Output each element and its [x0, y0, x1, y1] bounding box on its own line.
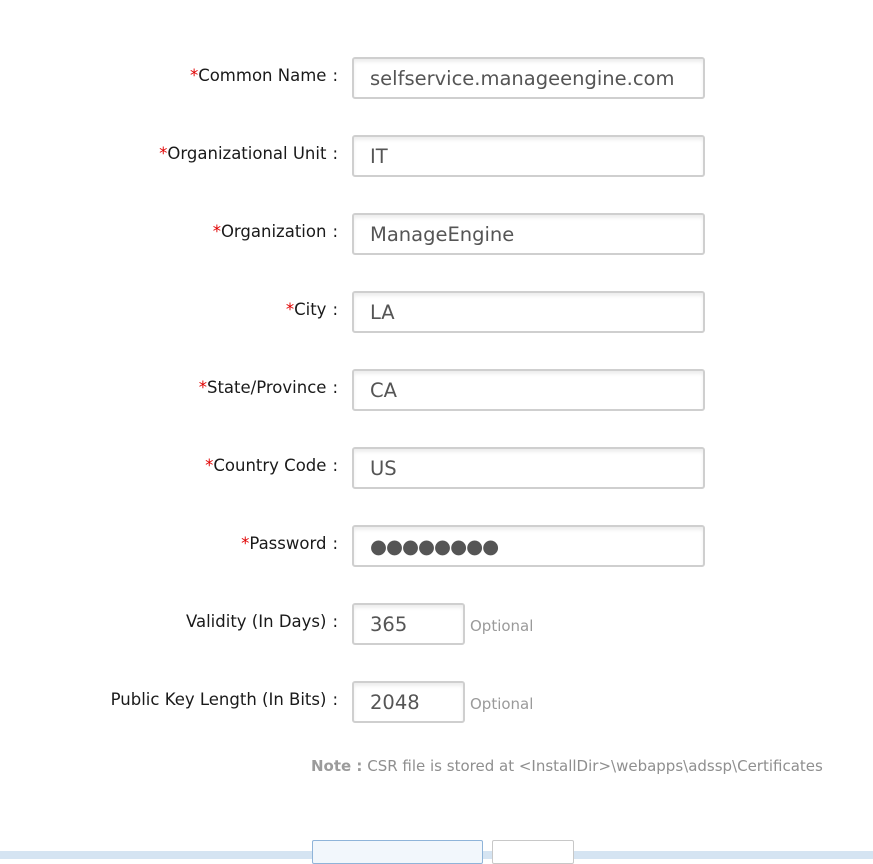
required-asterisk: *: [159, 144, 168, 163]
password-label: *Password :: [241, 534, 338, 553]
validity-optional-hint: Optional: [470, 617, 534, 635]
validity-label: Validity (In Days) :: [185, 612, 338, 631]
password-input[interactable]: [352, 525, 705, 567]
secondary-action-button[interactable]: [492, 840, 574, 864]
organization-row: [0, 213, 873, 255]
state-province-row: [0, 369, 873, 411]
country-code-label: *Country Code :: [205, 456, 338, 475]
state-province-label: *State/Province :: [198, 378, 338, 397]
note-text: CSR file is stored at <InstallDir>\webapps\adssp\Certificates: [367, 757, 823, 775]
required-asterisk: *: [198, 378, 207, 397]
state-province-input[interactable]: [352, 369, 705, 411]
common-name-label: *Common Name :: [189, 66, 338, 85]
validity-row: [0, 603, 873, 645]
csr-location-note: [311, 757, 823, 775]
required-asterisk: *: [205, 456, 214, 475]
organizational-unit-row: [0, 135, 873, 177]
key-length-row: [0, 681, 873, 723]
validity-input[interactable]: [352, 603, 465, 645]
required-asterisk: *: [189, 66, 199, 85]
organization-input[interactable]: [352, 213, 705, 255]
key-length-label: Public Key Length (In Bits) :: [110, 690, 338, 709]
organizational-unit-input[interactable]: [352, 135, 705, 177]
city-input[interactable]: [352, 291, 705, 333]
common-name-input[interactable]: [352, 57, 705, 99]
organization-label: *Organization :: [212, 222, 338, 241]
primary-action-button[interactable]: [312, 840, 483, 864]
required-asterisk: *: [285, 300, 295, 319]
key-length-input[interactable]: [352, 681, 465, 723]
city-label: *City :: [285, 300, 338, 319]
required-asterisk: *: [241, 534, 250, 553]
country-code-input[interactable]: [352, 447, 705, 489]
password-row: [0, 525, 873, 567]
organizational-unit-label: *Organizational Unit :: [159, 144, 338, 163]
city-row: [0, 291, 873, 333]
common-name-row: [0, 57, 873, 99]
key-length-optional-hint: Optional: [470, 695, 534, 713]
note-prefix: Note :: [311, 757, 363, 775]
required-asterisk: *: [212, 222, 221, 241]
country-code-row: [0, 447, 873, 489]
